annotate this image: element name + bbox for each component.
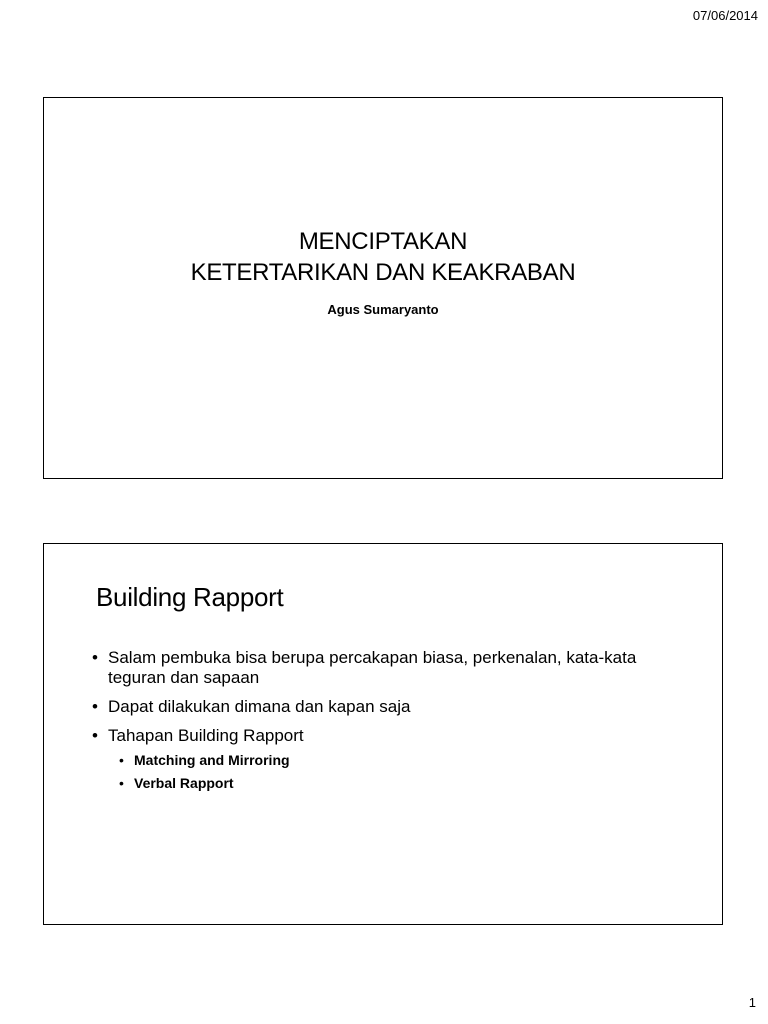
bullet-text: Tahapan Building Rapport: [108, 726, 304, 745]
bullet-item: • Dapat dilakukan dimana dan kapan saja: [92, 697, 692, 717]
bullet-list: [92, 648, 692, 801]
slide-title: [43, 97, 723, 479]
slide-heading: Building Rapport: [96, 582, 284, 612]
slide-building-rapport: [43, 543, 723, 925]
sub-bullet-list: [108, 752, 692, 792]
title-block: [44, 226, 722, 317]
slide-title-line-1: MENCIPTAKAN: [298, 228, 468, 255]
page-date: 07/06/2014: [692, 8, 758, 23]
sub-bullet-item: • Verbal Rapport: [108, 775, 692, 792]
bullet-item-with-sublist: [92, 726, 692, 792]
slide-title-line-2: KETERTARIKAN DAN KEAKRABAN: [190, 259, 576, 286]
sub-bullet-item: • Matching and Mirroring: [108, 752, 692, 769]
page-number: 1: [748, 995, 756, 1010]
bullet-item: • Salam pembuka bisa berupa percakapan biasa, perkenalan, kata-kata teguran dan sapaan: [92, 648, 692, 688]
author-name: Agus Sumaryanto: [327, 302, 439, 317]
